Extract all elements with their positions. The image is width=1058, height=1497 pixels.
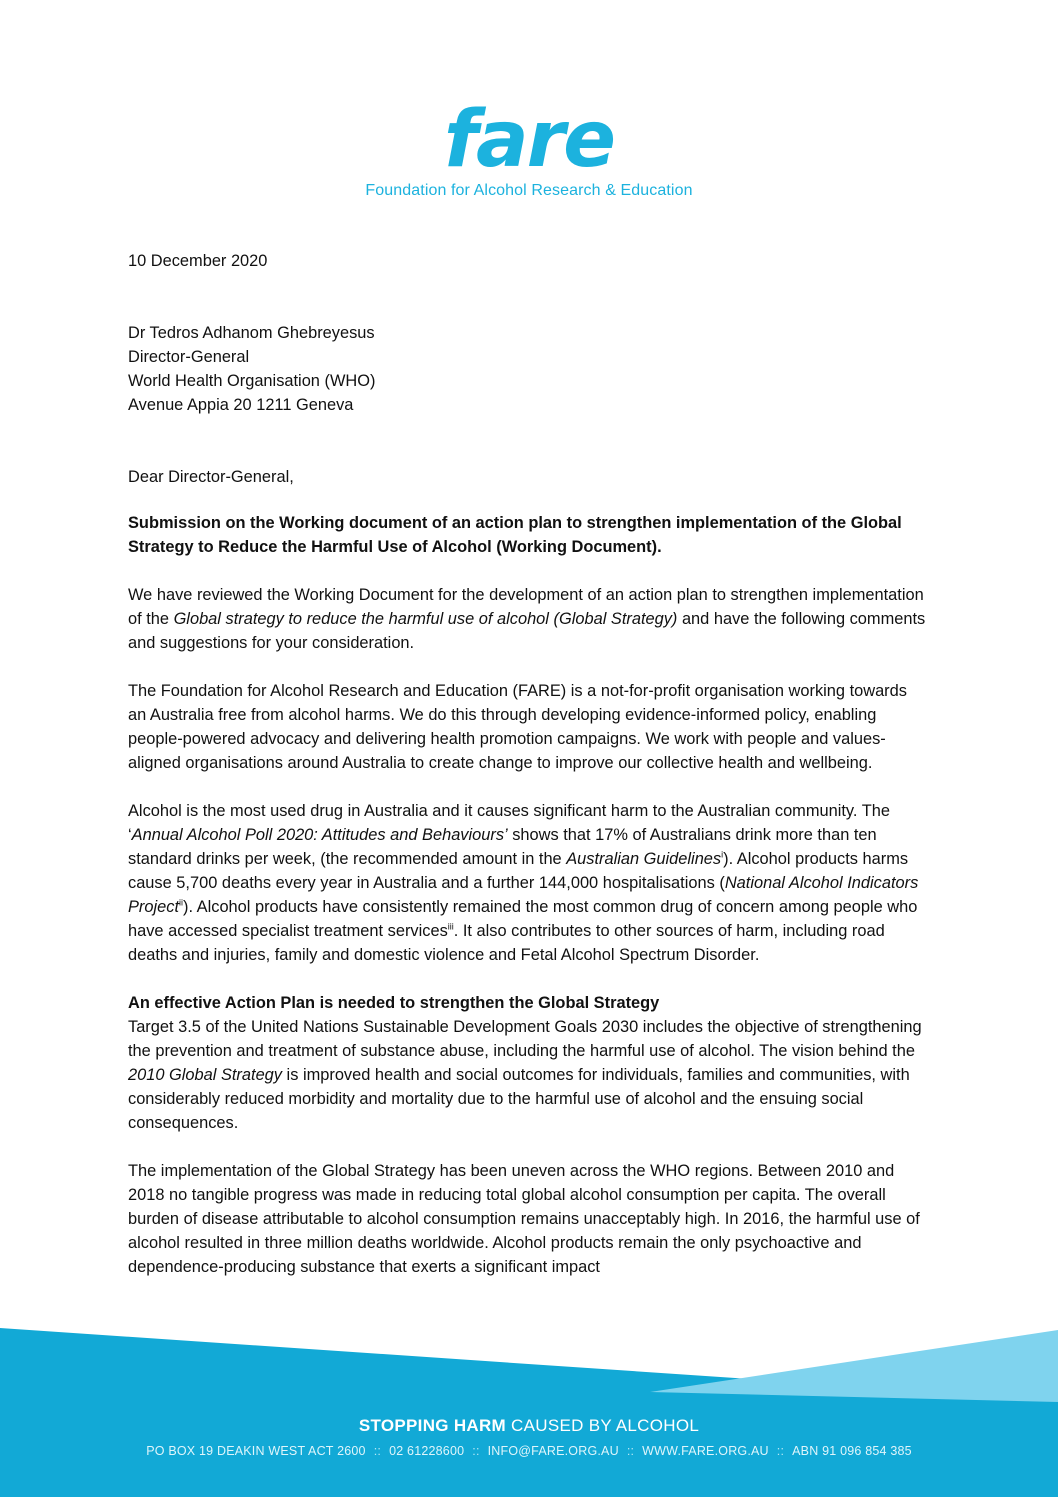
section-heading: An effective Action Plan is needed to strengthen the Global Strategy (128, 994, 660, 1012)
recipient-line: Dr Tedros Adhanom Ghebreyesus (128, 324, 375, 342)
logo-tagline: Foundation for Alcohol Research & Education (365, 182, 693, 199)
logo-wordmark: fare (444, 95, 614, 185)
footnote-ref: i (721, 849, 724, 860)
fare-logo (0, 95, 1058, 200)
footer-banner-shape (0, 1320, 1058, 1497)
footnote-ref: ii (179, 897, 184, 908)
letter-body (128, 249, 928, 1303)
recipient-line: Avenue Appia 20 1211 Geneva (128, 396, 354, 414)
paragraph-1: We have reviewed the Working Document for the development of an action plan to strengthen implementation of the Global strategy to reduce the harmful use of alcohol (Global Strategy) and have the following comments and suggestions for your consideration. (128, 586, 926, 652)
footer-website[interactable]: WWW.FARE.ORG.AU (642, 1444, 769, 1458)
paragraph-5: The implementation of the Global Strategy has been uneven across the WHO regions. Between 2010 and 2018 no tangible progress was made in reducing total global alcohol consumption per capita. The overall burden of disease attributable to alcohol consumption remains unacceptably high. In 2016, the harmful use of alcohol resulted in three million deaths worldwide. Alcohol products remain the only psychoactive and dependence-producing substance that exerts a significant impact (128, 1162, 920, 1276)
footer-address: PO BOX 19 DEAKIN WEST ACT 2600 (146, 1444, 366, 1458)
salutation: Dear Director-General, (128, 468, 294, 486)
recipient-line: Director-General (128, 348, 250, 366)
footer-contact: PO BOX 19 DEAKIN WEST ACT 2600 :: 02 61228600 :: INFO@FARE.ORG.AU :: WWW.FARE.ORG.AU :: ABN 91 096 854 385 (146, 1444, 912, 1458)
footer-tagline: STOPPING HARM CAUSED BY ALCOHOL (358, 1416, 700, 1435)
fare-logo-mark (444, 95, 614, 185)
page-footer (0, 1320, 1058, 1497)
letter-date: 10 December 2020 (128, 252, 268, 270)
footer-email[interactable]: INFO@FARE.ORG.AU (487, 1444, 619, 1458)
recipient-line: World Health Organisation (WHO) (128, 372, 376, 390)
footnote-ref: iii (447, 921, 454, 932)
paragraph-3: Alcohol is the most used drug in Australia and it causes significant harm to the Australian community. The ‘Annual Alcohol Poll 2020: Attitudes and Behaviours’ shows that 17% of Australians drink more than ten standard drinks per week, (the recommended amount in the Australian Guidelines$^i$). Alcohol products harms cause 5,700 deaths every year in Australia and a further 144,000 hospitalisations (National Alcohol Indicators Project$^{ii}$). Alcohol products have consistently remained the most common drug of concern among people who have accessed specialist treatment services$^{iii}$. It also contributes to other sources of harm, including road deaths and injuries, family and domestic violence and Fetal Alcohol Spectrum Disorder. (128, 802, 919, 964)
subject-line: Submission on the Working document of an action plan to strengthen implementation of the Global Strategy to Reduce the Harmful Use of Alcohol (Working Document). (128, 514, 902, 556)
recipient-address (128, 321, 928, 417)
footer-abn: ABN 91 096 854 385 (792, 1444, 912, 1458)
paragraph-4: Target 3.5 of the United Nations Sustainable Development Goals 2030 includes the objective of strengthening the prevention and treatment of substance abuse, including the harmful use of alcohol. The vision behind the 2010 Global Strategy is improved health and social outcomes for individuals, families and communities, with considerably reduced morbidity and mortality due to the harmful use of alcohol and the ensuing social consequences. (128, 1018, 922, 1132)
paragraph-2: The Foundation for Alcohol Research and Education (FARE) is a not-for-profit organisation working towards an Australia free from alcohol harms. We do this through developing evidence-informed policy, enabling people-powered advocacy and delivering health promotion campaigns. We work with people and values-aligned organisations around Australia to create change to improve our collective health and wellbeing. (128, 682, 907, 772)
footer-phone: 02 61228600 (389, 1444, 465, 1458)
